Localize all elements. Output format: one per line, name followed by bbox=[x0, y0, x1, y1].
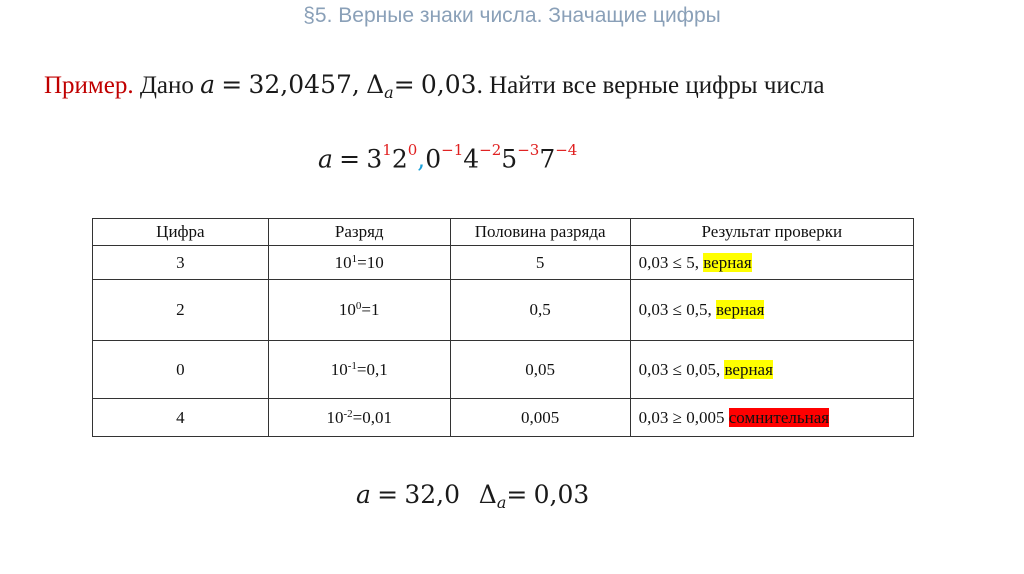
result-a-value: 32,0 bbox=[404, 480, 461, 509]
table-row bbox=[93, 280, 914, 341]
formula-comma: , bbox=[417, 144, 426, 174]
verdict-badge: верная bbox=[715, 300, 765, 319]
result-delta-symbol: Δ bbox=[478, 480, 497, 509]
task-text: . Найти все верные цифры числа bbox=[476, 72, 825, 99]
example-lead: Пример. bbox=[44, 72, 134, 99]
delta-equals: = bbox=[393, 70, 415, 99]
formula-power: −2 bbox=[479, 141, 502, 159]
a-value: 32,0457, bbox=[248, 70, 360, 99]
cell-check-result: 0,03 ≤ 0,5, верная bbox=[630, 280, 913, 341]
formula-digit: 3 bbox=[366, 144, 383, 174]
table-row bbox=[93, 246, 914, 280]
cell-half-rank: 0,005 bbox=[450, 399, 630, 437]
header-check-result: Результат проверки bbox=[630, 219, 913, 246]
formula-power: −1 bbox=[441, 141, 464, 159]
cell-digit: 0 bbox=[93, 341, 269, 399]
digit-check-table bbox=[92, 218, 914, 437]
formula-power: −4 bbox=[555, 141, 578, 159]
formula-digit: 7 bbox=[539, 144, 556, 174]
formula-digit: 2 bbox=[391, 144, 408, 174]
result-delta-subscript: a bbox=[496, 493, 507, 512]
formula-lhs: a bbox=[318, 144, 333, 174]
given-word: Дано bbox=[139, 72, 194, 99]
formula-power: 1 bbox=[382, 141, 392, 159]
header-half-rank: Половина разряда bbox=[450, 219, 630, 246]
cell-check-result: 0,03 ≤ 5, верная bbox=[630, 246, 913, 280]
cell-digit: 2 bbox=[93, 280, 269, 341]
result-delta-equals: = bbox=[506, 480, 528, 509]
cell-half-rank: 5 bbox=[450, 246, 630, 280]
formula-digit: 5 bbox=[501, 144, 518, 174]
cell-rank: $10^{-1}=0,1$ bbox=[268, 341, 450, 399]
cell-rank: $10^0=1$ bbox=[268, 280, 450, 341]
header-digit: Цифра bbox=[93, 219, 269, 246]
cell-half-rank: 0,05 bbox=[450, 341, 630, 399]
result-delta-value: 0,03 bbox=[533, 480, 590, 509]
formula-power: −3 bbox=[517, 141, 540, 159]
cell-rank: $10^{-2}=0,01$ bbox=[268, 399, 450, 437]
table-row bbox=[93, 399, 914, 437]
formula-power: 0 bbox=[407, 141, 418, 159]
verdict-badge: верная bbox=[703, 252, 752, 272]
result-equals: = bbox=[377, 480, 399, 509]
delta-symbol: Δ bbox=[366, 70, 385, 99]
cell-rank: $10^1=10$ bbox=[268, 246, 450, 280]
verdict-badge: верная bbox=[724, 359, 773, 379]
formula-digit: 4 bbox=[463, 144, 480, 174]
cell-digit: 4 bbox=[93, 399, 269, 437]
result-formula bbox=[356, 480, 589, 510]
cell-check-result: 0,03 ≤ 0,05, верная bbox=[630, 341, 913, 399]
cell-digit: 3 bbox=[93, 246, 269, 280]
cell-half-rank: 0,5 bbox=[450, 280, 630, 341]
table-row bbox=[93, 341, 914, 399]
digit-rank-formula bbox=[318, 141, 578, 174]
delta-subscript: a bbox=[384, 83, 394, 102]
table-header-row bbox=[93, 219, 914, 246]
formula-equals: = bbox=[339, 144, 361, 174]
a-symbol: a bbox=[200, 70, 216, 99]
example-statement bbox=[44, 70, 824, 100]
slide-title: §5. Верные знаки числа. Значащие цифры bbox=[303, 4, 721, 27]
result-a-symbol: a bbox=[356, 480, 371, 509]
cell-check-result: 0,03 ≥ 0,005 сомнительная bbox=[630, 399, 913, 437]
verdict-badge: сомнительная bbox=[728, 407, 830, 427]
formula-digit: 0 bbox=[425, 144, 442, 174]
equals-sign: = bbox=[221, 70, 243, 99]
header-rank: Разряд bbox=[268, 219, 450, 246]
delta-value: 0,03 bbox=[420, 70, 477, 99]
